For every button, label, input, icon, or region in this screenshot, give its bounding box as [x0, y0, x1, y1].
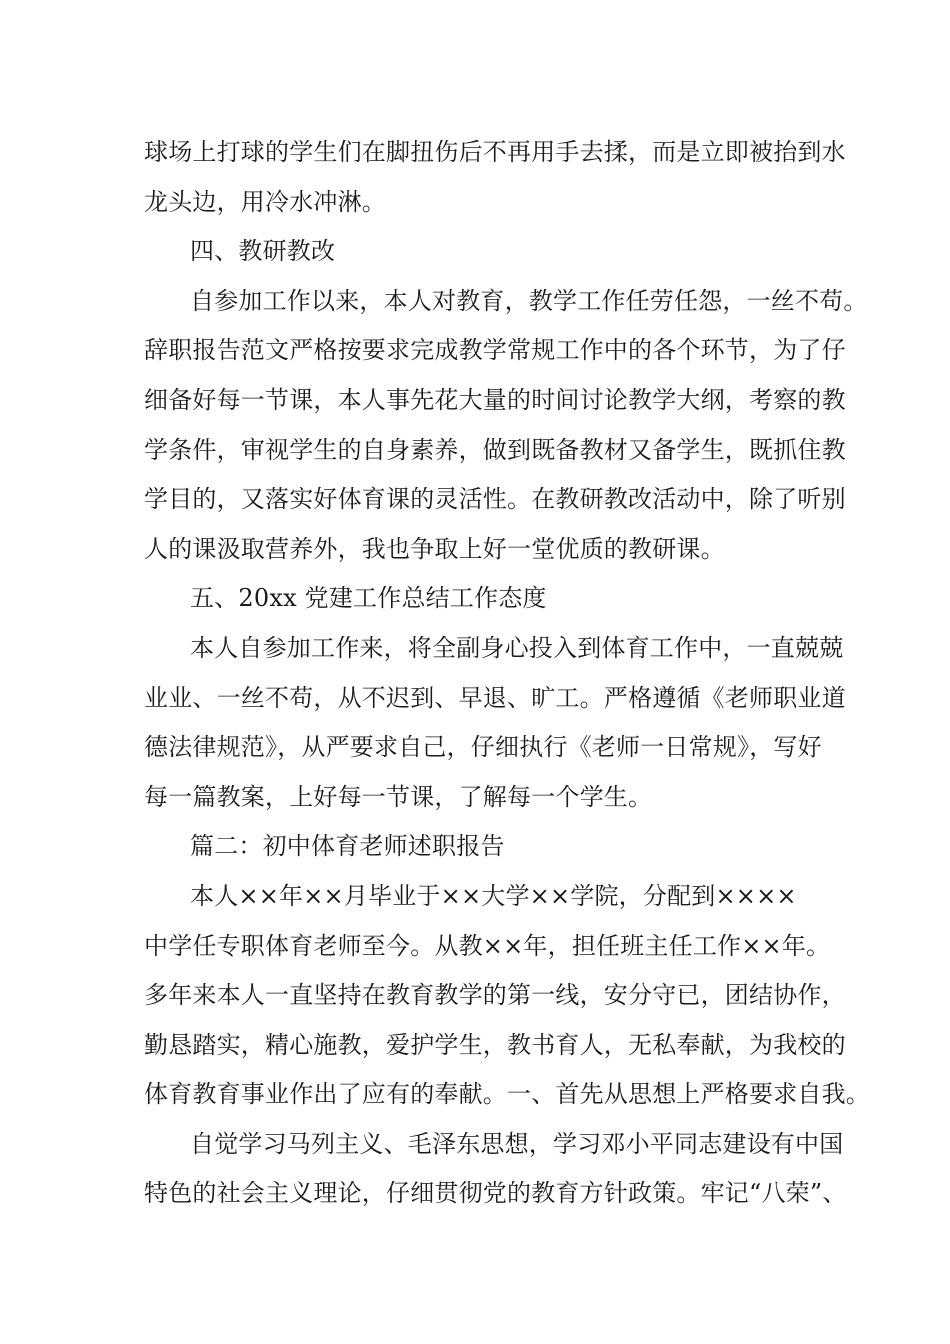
text-line: 自参加工作以来，本人对教育，教学工作任劳任怨，一丝不苟。	[190, 286, 868, 315]
section-heading: 五、20xx 党建工作总结工作态度	[190, 584, 547, 613]
text-line: 本人××年××月毕业于××大学××学院，分配到××××	[190, 881, 797, 910]
document-body	[144, 128, 870, 1219]
text-line: 每一篇教案，上好每一节课，了解每一个学生。	[144, 782, 653, 811]
section-heading: 四、教研教改	[190, 237, 336, 266]
text-line: 学条件，审视学生的自身素养，做到既备教材又备学生，既抓住教	[144, 435, 846, 464]
text-line: 人的课汲取营养外，我也争取上好一堂优质的教研课。	[144, 534, 725, 563]
text-line: 龙头边，用冷水冲淋。	[144, 187, 386, 216]
text-line: 特色的社会主义理论，仔细贯彻党的教育方针政策。牢记“八荣”、	[144, 1179, 847, 1208]
section-heading: 篇二：初中体育老师述职报告	[190, 832, 505, 861]
text-line: 辞职报告范文严格按要求完成教学常规工作中的各个环节，为了仔	[144, 336, 846, 365]
text-line: 体育教育事业作出了应有的奉献。一、首先从思想上严格要求自我。	[144, 1080, 870, 1109]
text-line: 德法律规范》，从严要求自己，仔细执行《老师一日常规》，写好	[144, 733, 822, 762]
text-line: 球场上打球的学生们在脚扭伤后不再用手去揉，而是立即被抬到水	[144, 138, 846, 166]
text-line: 自觉学习马列主义、毛泽东思想，学习邓小平同志建设有中国	[190, 1129, 844, 1158]
text-line: 学目的，又落实好体育课的灵活性。在教研教改活动中，除了听别	[144, 485, 846, 514]
text-line: 细备好每一节课，本人事先花大量的时间讨论教学大纲，考察的教	[144, 385, 846, 414]
text-line: 勤恳踏实，精心施教，爱护学生，教书育人，无私奉献，为我校的	[144, 1030, 846, 1059]
text-line: 中学任专职体育老师至今。从教××年，担任班主任工作××年。	[144, 931, 831, 960]
text-line: 多年来本人一直坚持在教育教学的第一线，安分守已，团结协作，	[144, 981, 846, 1010]
text-line: 业业、一丝不苟，从不迟到、早退、旷工。严格遵循《老师职业道	[144, 683, 846, 712]
text-line: 本人自参加工作来，将全副身心投入到体育工作中，一直兢兢	[190, 633, 844, 662]
